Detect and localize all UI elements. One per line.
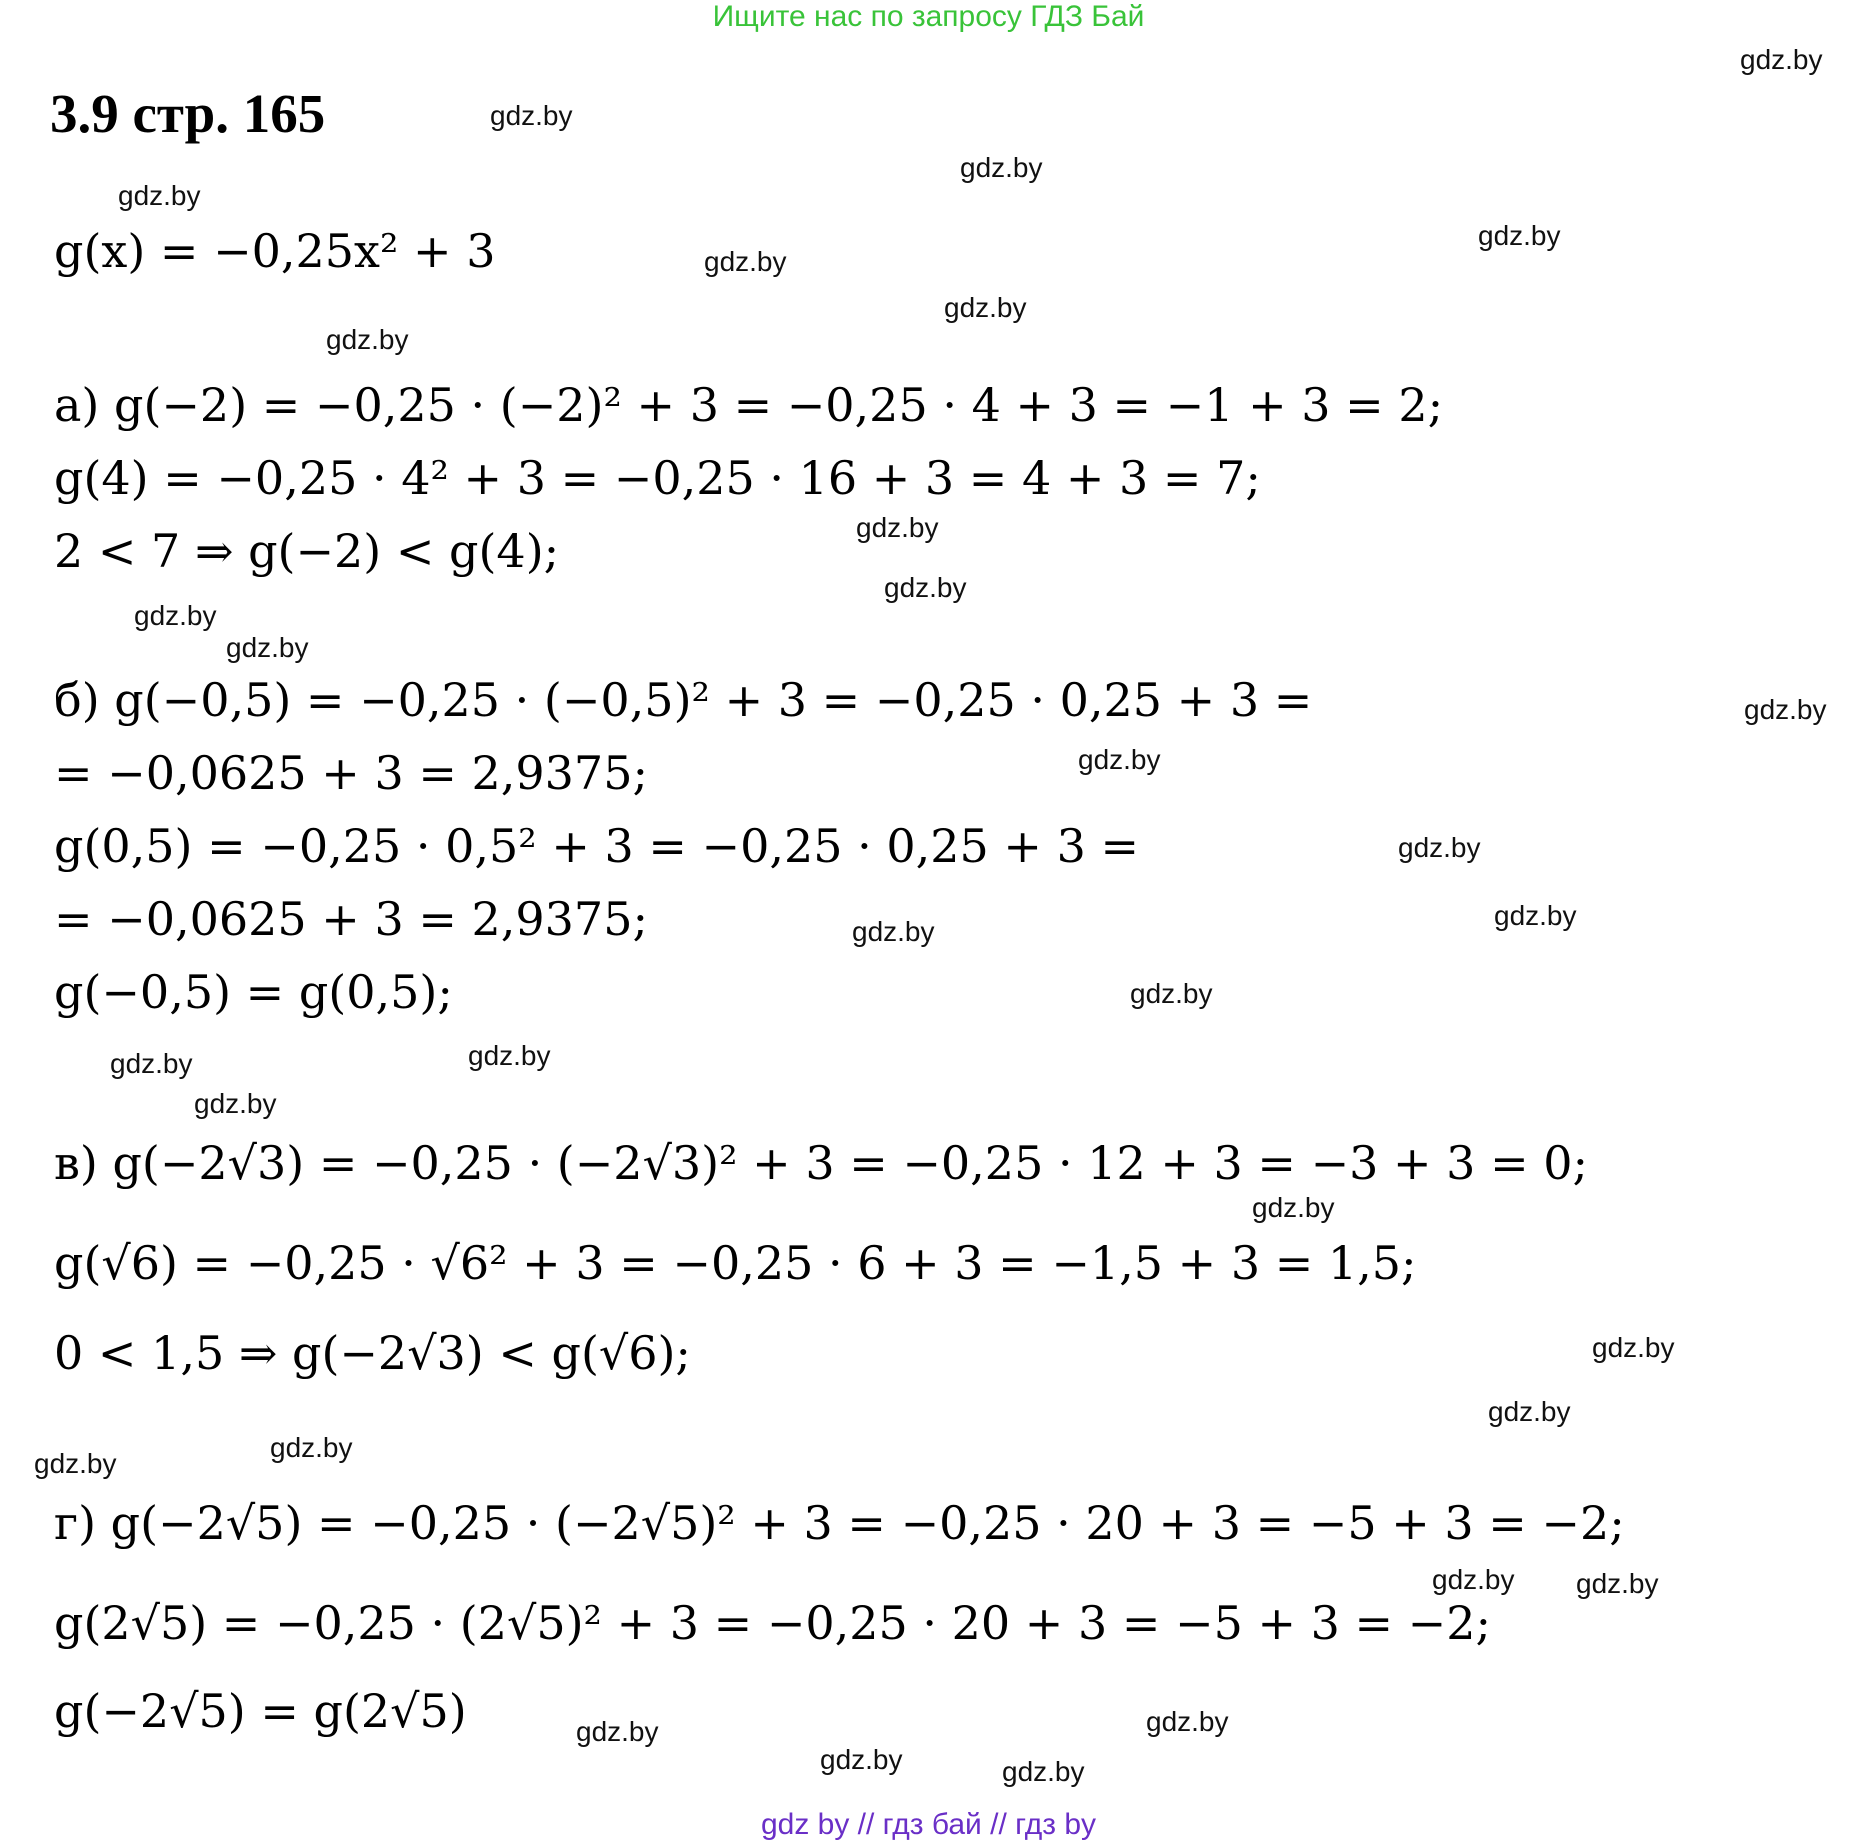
solution-b-line-3: g(0,5) = −0,25 · 0,5² + 3 = −0,25 · 0,25 + 3 =: [54, 819, 1140, 873]
solution-v-line-1: в) g(−2√3) = −0,25 · (−2√3)² + 3 = −0,25 · 12 + 3 = −3 + 3 = 0;: [54, 1136, 1588, 1190]
watermark: gdz.by: [884, 572, 967, 603]
watermark: gdz.by: [820, 1744, 903, 1775]
solution-a-line-1: а) g(−2) = −0,25 · (−2)² + 3 = −0,25 · 4 + 3 = −1 + 3 = 2;: [54, 378, 1444, 432]
watermark: gdz.by: [1494, 900, 1577, 931]
solution-g-line-1: г) g(−2√5) = −0,25 · (−2√5)² + 3 = −0,25 · 20 + 3 = −5 + 3 = −2;: [54, 1496, 1625, 1550]
watermark: gdz.by: [134, 600, 217, 631]
watermark: gdz.by: [1130, 978, 1213, 1009]
footer-links[interactable]: gdz by // гдз бай // гдз by: [760, 1808, 1097, 1841]
watermark: gdz.by: [226, 632, 309, 663]
watermark: gdz.by: [34, 1448, 117, 1479]
watermark: gdz.by: [1478, 220, 1561, 251]
solution-a-conclusion: 2 < 7 ⇒ g(−2) < g(4);: [54, 524, 560, 578]
solution-v-line-2: g(√6) = −0,25 · √6² + 3 = −0,25 · 6 + 3 = −1,5 + 3 = 1,5;: [54, 1236, 1417, 1290]
watermark: gdz.by: [490, 100, 573, 131]
solution-b-line-1: б) g(−0,5) = −0,25 · (−0,5)² + 3 = −0,25 · 0,25 + 3 =: [54, 673, 1313, 727]
exercise-title: 3.9 стр. 165: [50, 83, 326, 144]
watermark: gdz.by: [944, 292, 1027, 323]
solution-a-line-2: g(4) = −0,25 · 4² + 3 = −0,25 · 16 + 3 = 4 + 3 = 7;: [54, 451, 1261, 505]
watermark: gdz.by: [1398, 832, 1481, 863]
watermark: gdz.by: [194, 1088, 277, 1119]
watermark: gdz.by: [270, 1432, 353, 1463]
watermark: gdz.by: [1488, 1396, 1571, 1427]
watermark: gdz.by: [1744, 694, 1827, 725]
solution-g-conclusion: g(−2√5) = g(2√5): [54, 1684, 467, 1738]
watermark: gdz.by: [576, 1716, 659, 1747]
watermark: gdz.by: [1740, 44, 1823, 75]
watermark: gdz.by: [326, 324, 409, 355]
watermark: gdz.by: [468, 1040, 551, 1071]
solution-b-conclusion: g(−0,5) = g(0,5);: [54, 965, 453, 1019]
watermark: gdz.by: [1432, 1564, 1515, 1595]
watermark: gdz.by: [1252, 1192, 1335, 1223]
solution-b-line-2: = −0,0625 + 3 = 2,9375;: [54, 746, 648, 800]
watermark: gdz.by: [110, 1048, 193, 1079]
watermark: gdz.by: [960, 152, 1043, 183]
watermark: gdz.by: [1576, 1568, 1659, 1599]
watermark: gdz.by: [852, 916, 935, 947]
watermark: gdz.by: [856, 512, 939, 543]
watermark: gdz.by: [1078, 744, 1161, 775]
solution-v-conclusion: 0 < 1,5 ⇒ g(−2√3) < g(√6);: [54, 1326, 691, 1380]
watermark: gdz.by: [1592, 1332, 1675, 1363]
search-banner: Ищите нас по запросу ГДЗ Бай: [712, 0, 1145, 33]
watermark: gdz.by: [704, 246, 787, 277]
solution-b-line-4: = −0,0625 + 3 = 2,9375;: [54, 892, 648, 946]
watermark: gdz.by: [1002, 1756, 1085, 1787]
watermark: gdz.by: [118, 180, 201, 211]
watermark: gdz.by: [1146, 1706, 1229, 1737]
solution-g-line-2: g(2√5) = −0,25 · (2√5)² + 3 = −0,25 · 20 + 3 = −5 + 3 = −2;: [54, 1596, 1491, 1650]
function-definition: g(x) = −0,25x² + 3: [54, 224, 496, 278]
